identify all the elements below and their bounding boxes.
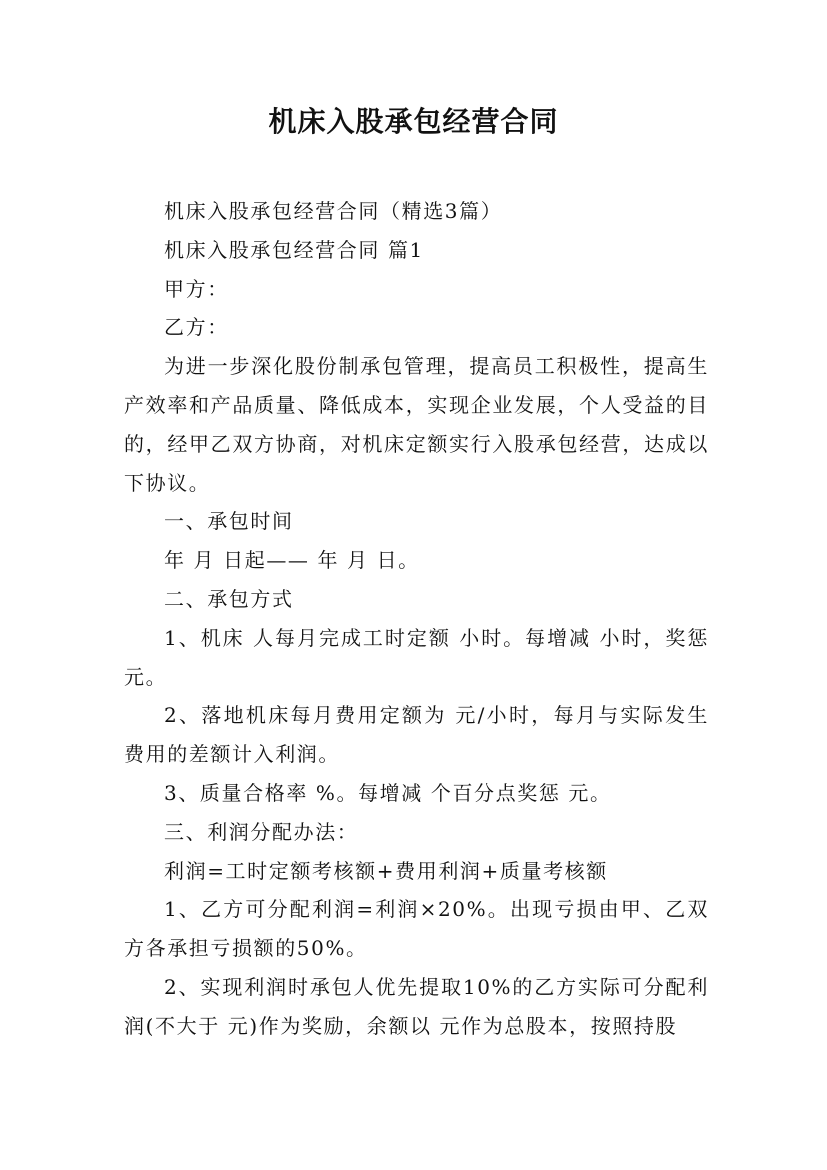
paragraph-method-2: 2、落地机床每月费用定额为 元/小时，每月与实际发生费用的差额计入利润。 (124, 703, 709, 767)
document-body (124, 192, 709, 1046)
paragraph-heading-method: 二、承包方式 (164, 586, 294, 611)
paragraph-party-b: 乙方： (164, 315, 229, 340)
paragraph-heading-term: 一、承包时间 (164, 509, 294, 534)
paragraph-party-a: 甲方： (164, 276, 229, 301)
document-title: 机床入股承包经营合同 (268, 105, 559, 138)
paragraph-profit-1: 1、乙方可分配利润=利润×20%。出现亏损由甲、乙双方各承担亏损额的50%。 (124, 897, 709, 961)
paragraph-preamble: 为进一步深化股份制承包管理，提高员工积极性，提高生产效率和产品质量、降低成本，实现企业发展，个人受益的目的，经甲乙双方协商，对机床定额实行入股承包经营，达成以下协议。 (124, 354, 709, 495)
paragraph-term-dates: 年 月 日起—— 年 月 日。 (164, 548, 420, 573)
paragraph-profit-formula: 利润=工时定额考核额+费用利润+质量考核额 (164, 858, 608, 883)
paragraph-method-3: 3、质量合格率 %。每增减 个百分点奖惩 元。 (164, 780, 612, 805)
paragraph-heading-profit: 三、利润分配办法： (164, 819, 359, 844)
paragraph-section-heading: 机床入股承包经营合同 篇1 (164, 237, 424, 262)
paragraph-method-1: 1、机床 人每月完成工时定额 小时。每增减 小时，奖惩 元。 (124, 625, 709, 689)
paragraph-profit-2: 2、实现利润时承包人优先提取10%的乙方实际可分配利润(不大于 元)作为奖励，余额以 元作为总股本，按照持股 (124, 974, 709, 1038)
paragraph-subtitle: 机床入股承包经营合同（精选3篇） (164, 199, 503, 223)
